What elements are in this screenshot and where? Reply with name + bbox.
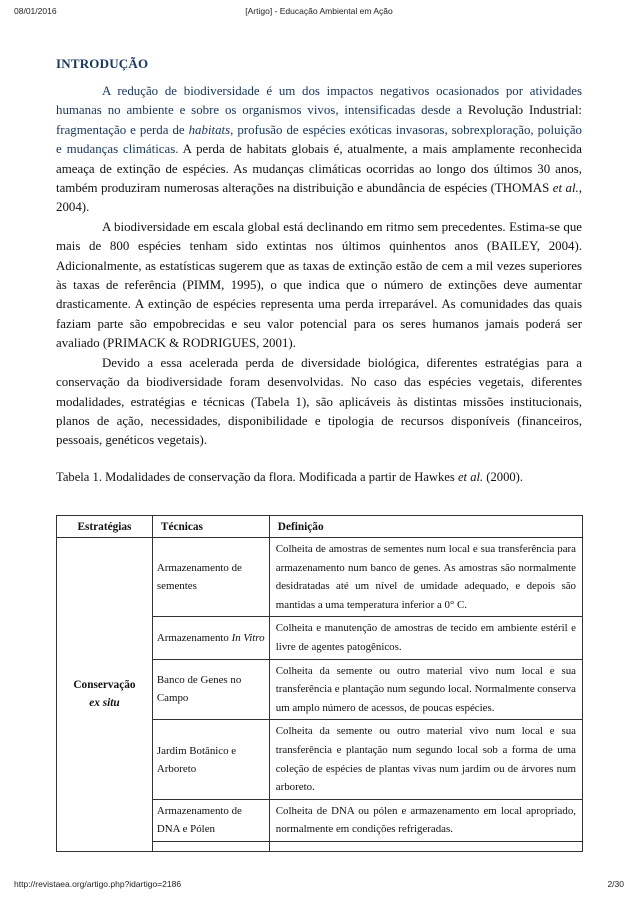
definition-cell: Colheita de DNA ou pólen e armazenamento em local apropriado, normalmente em condições refrigeradas.	[269, 799, 582, 841]
header-title: [Artigo] - Educação Ambiental em Ação	[245, 6, 393, 16]
table-header: Definição	[269, 516, 582, 538]
definition-cell: Colheita da semente ou outro material vivo num local e sua transferência e plantação num segundo local. Normalmente conserva um amplo número de acessos, de poucas espécies.	[269, 659, 582, 720]
definition-cell: Colheita da semente ou outro material vivo num local e sua transferência e plantação num segundo local sob a forma de uma coleção de espécies de plantas vivas num jardim ou de árvores num arboreto.	[269, 720, 582, 799]
table-header: Estratégias	[57, 516, 153, 538]
technique-cell: Armazenamento In Vitro	[152, 617, 269, 659]
definition-cell: Colheita e manutenção de amostras de tecido em ambiente estéril e livre de agentes patogênicos.	[269, 617, 582, 659]
strategy-qualifier: ex situ	[89, 697, 120, 710]
highlight-text: fragmentação e perda de	[56, 122, 189, 137]
definition-cell: Colheita de amostras de sementes num local e sua transferência para armazenamento num banco de genes. As amostras são normalmente desidratadas até um nível de umidade adequado, e depois são mantidas a uma temperatura inferior a 0° C.	[269, 538, 582, 617]
table-row	[57, 538, 583, 617]
technique-cell: Armazenamento de sementes	[152, 538, 269, 617]
highlight-text: , profusão de espécies exóticas invasoras, sobrexploração, poluição e mudanças climáticas.	[56, 122, 582, 157]
footer-url[interactable]: http://revistaea.org/artigo.php?idartigo=2186	[14, 879, 182, 889]
paragraph-1	[56, 82, 582, 218]
strategy-name: Conservação	[73, 679, 136, 692]
paragraph-text: Revolução Industrial:	[468, 103, 582, 118]
article-body	[56, 56, 582, 485]
italic-text: et al.	[457, 469, 484, 484]
highlight-text: A redução de biodiversidade é um dos impactos negativos ocasionados por atividades humanas no ambiente e sobre os organismos vivos, intensificadas desde a	[56, 84, 582, 118]
page-footer	[14, 879, 624, 893]
paragraph-text: A perda de habitats globais é, atualmente, a mais amplamente reconhecida ameaça de extinção de espécies. As mudanças climáticas ocorridas ao longo dos últimos 30 anos, também produziram numerosas alterações na distribuição e abundância de espécies (THOMAS	[56, 142, 582, 196]
page-number: 2/30	[607, 879, 624, 889]
table-caption: Tabela 1. Modalidades de conservação da flora. Modificada a partir de Hawkes et al. (2000).	[56, 469, 524, 484]
paragraph-2: A biodiversidade em escala global está declinando em ritmo sem precedentes. Estima-se que mais de 800 espécies tenham sido extintas nos últimos quinhentos anos (BAILEY, 2004). Adicionalmente, as estatísticas sugerem que as taxas de extinção estão de cem a mil vezes superiores às taxas de referência (PIMM, 1995), o que indica que o número de extinções deve aumentar drasticamente. A extinção de espécies representa uma perda irreparável. As comunidades das quais faziam parte são empobrecidas e seu valor potencial para os seres humanos jamais poderá ser avaliado (PRIMACK & RODRIGUES, 2001).	[56, 219, 582, 351]
page-header	[14, 6, 624, 20]
table-header-row	[57, 516, 583, 538]
paragraph-text: , 2004).	[56, 181, 582, 215]
technique-cell: Armazenamento de DNA e Pólen	[152, 799, 269, 841]
technique-cell: Jardim Botânico e Arboreto	[152, 720, 269, 799]
table-header: Técnicas	[152, 516, 269, 538]
section-heading: INTRODUÇÃO	[56, 56, 149, 71]
highlight-italic-text: habitats	[188, 122, 231, 137]
strategy-cell	[57, 538, 153, 852]
technique-cell: Banco de Genes no Campo	[152, 659, 269, 720]
paragraph-3: Devido a essa acelerada perda de diversidade biológica, diferentes estratégias para a conservação da biodiversidade foram desenvolvidas. No caso das espécies vegetais, diferentes modalidades, estratégias e técnicas (Tabela 1), são aplicáveis às distintas missões institucionais, planos de ação, necessidades, disponibilidade e tipologia de recursos disponíveis (financeiros, pessoais, genéticos vegetais).	[56, 355, 582, 448]
italic-text: et al.	[552, 181, 579, 196]
header-date: 08/01/2016	[14, 6, 57, 16]
conservation-table	[56, 515, 583, 852]
